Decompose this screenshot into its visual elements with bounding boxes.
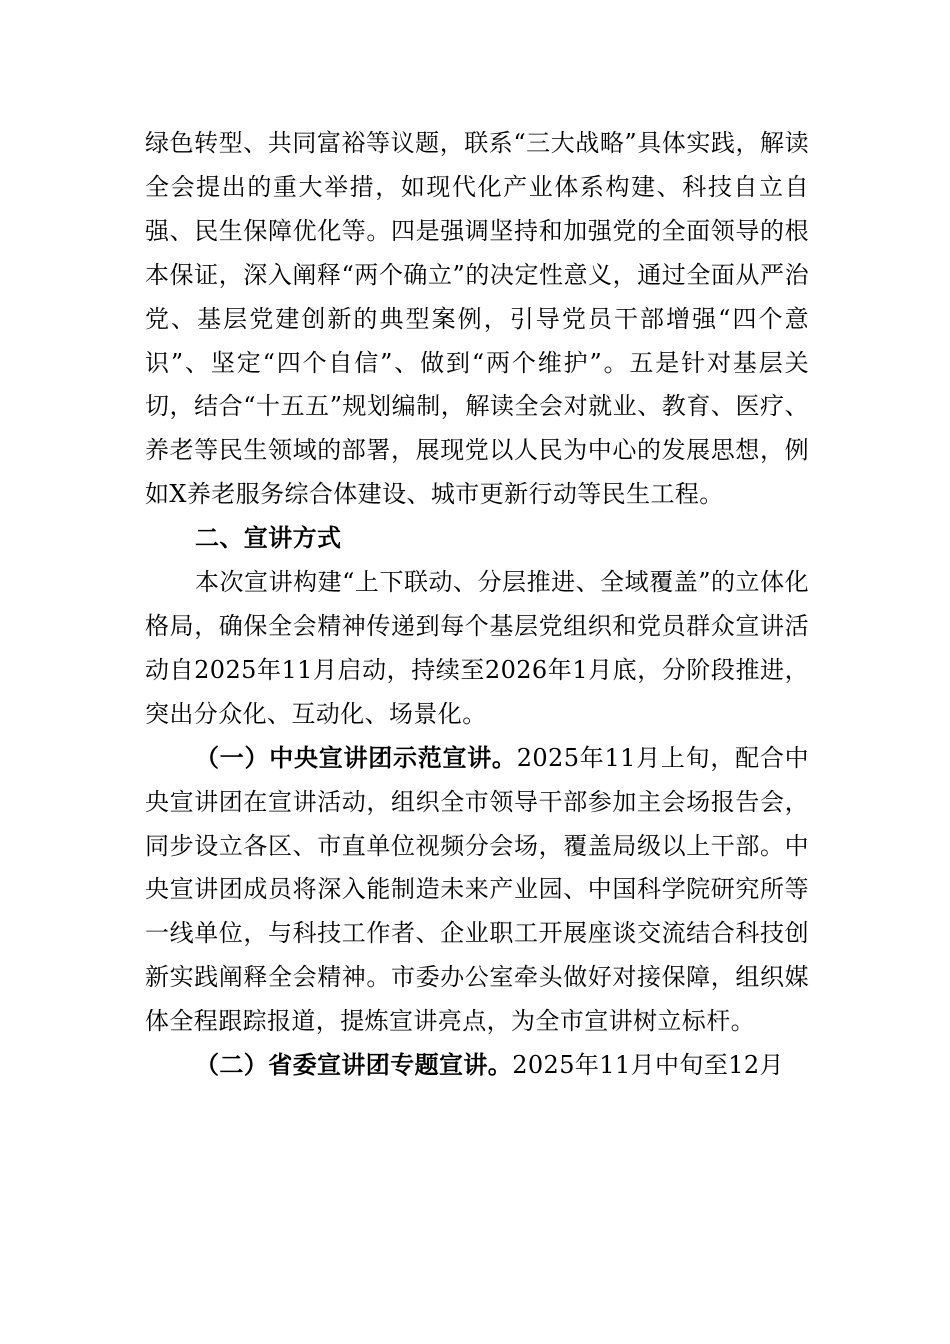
item-2-body: 2025年11月中旬至12月 (512, 1051, 784, 1080)
section-heading: 二、宣讲方式 (195, 524, 342, 553)
item-2-paragraph (145, 1044, 809, 1088)
item-1-body: 2025年11月上旬，配合中央宣讲团在宣讲活动，组织全市领导干部参加主会场报告会，同步设立各区、市直单位视频分会场，覆盖局级以上干部。中央宣讲团成员将深入能制造未来产业园、中国科学院研究所等一线单位，与科技工作者、企业职工开展座谈交流结合科技创新实践阐释全会精神。市委办公室牵头做好对接保障，组织媒体全程跟踪报道，提炼宣讲亮点，为全市宣讲树立标杆。 (145, 743, 810, 1036)
intro-paragraph: 本次宣讲构建“上下联动、分层推进、全域覆盖”的立体化格局，确保全会精神传递到每个基层党组织和党员群众宣讲活动自2025年11月启动，持续至2026年1月底，分阶段推进，突出分众化、互动化、场景化。 (145, 568, 809, 728)
item-1-paragraph (145, 737, 809, 1044)
item-1-title: （一）中央宣讲团示范宣讲。 (195, 743, 517, 772)
document-body (145, 122, 809, 1088)
continued-paragraph: 绿色转型、共同富裕等议题，联系“三大战略”具体实践，解读全会提出的重大举措，如现代化产业体系构建、科技自立自强、民生保障优化等。四是强调坚持和加强党的全面领导的根本保证，深入阐释“两个确立”的决定性意义，通过全面从严治党、基层党建创新的典型案例，引导党员干部增强“四个意识”、坚定“四个自信”、做到“两个维护”。五是针对基层关切，结合“十五五”规划编制，解读全会对就业、教育、医疗、养老等民生领域的部署，展现党以人民为中心的发展思想，例如X养老服务综合体建设、城市更新行动等民生工程。 (145, 129, 809, 509)
item-2-title: （二）省委宣讲团专题宣讲。 (195, 1051, 513, 1080)
